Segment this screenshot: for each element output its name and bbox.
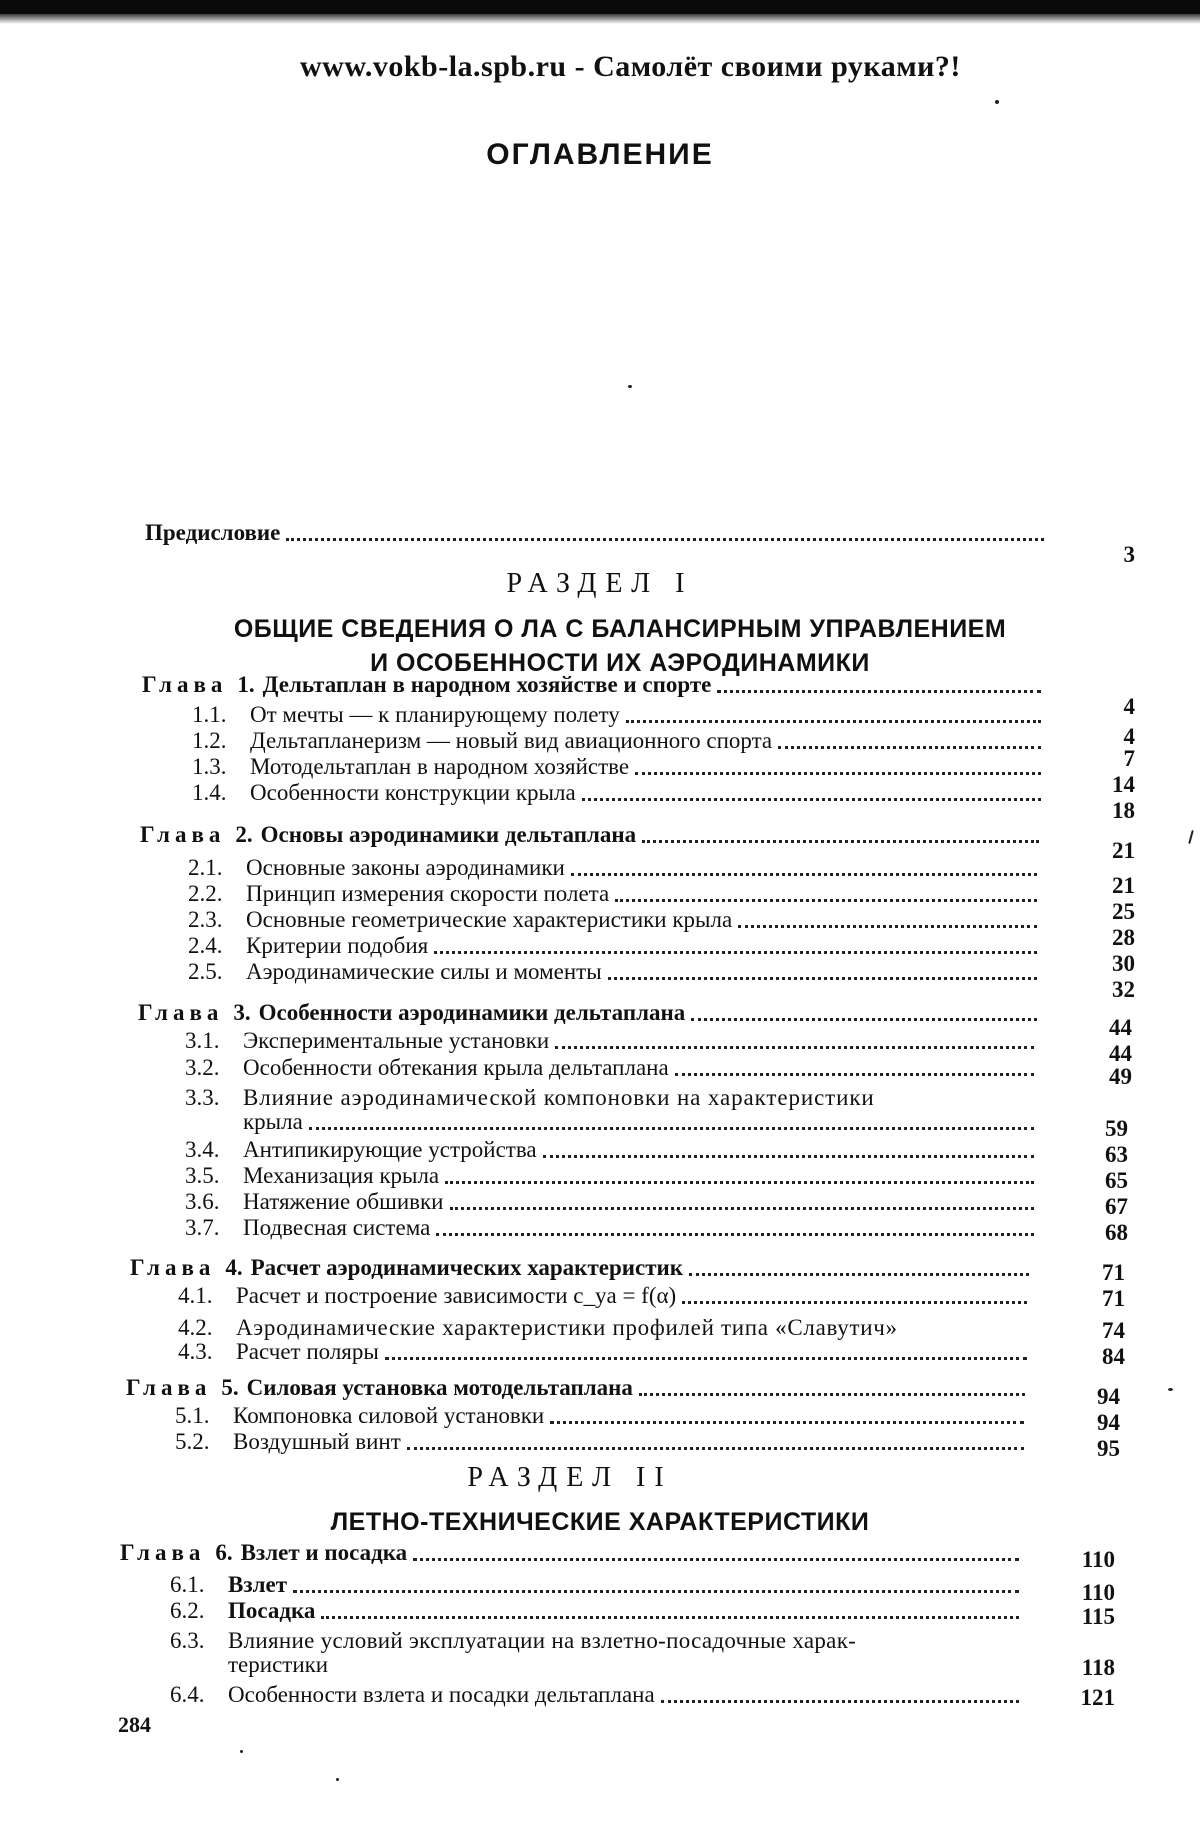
item-3-3-page: 59: [1105, 1116, 1128, 1141]
toc-item-4-1[interactable]: [178, 1283, 1033, 1309]
chapter-title: Расчет аэродинамических характеристик: [250, 1255, 683, 1280]
item-number: 6.4.: [170, 1682, 205, 1707]
item-title: Основные законы аэродинамики: [246, 855, 565, 880]
toc-preface[interactable]: [145, 520, 1050, 546]
item-number: 2.5.: [188, 959, 223, 984]
chapter-label: Глава: [130, 1255, 216, 1280]
leader-dots: [293, 1589, 1019, 1593]
chapter-number: 1.: [237, 672, 255, 697]
item-title: Влияние условий эксплуатации на взлетно-посадочные харак-: [228, 1628, 857, 1653]
leader-dots: [639, 1392, 1025, 1396]
chapter-1-page: 4: [1123, 694, 1135, 719]
toc-item-3-4[interactable]: [185, 1137, 1040, 1163]
item-title: От мечты — к планирующему полету: [250, 702, 620, 727]
leader-dots: [413, 1557, 1019, 1561]
item-3-1-page: 44: [1109, 1041, 1132, 1066]
preface-page: 3: [1123, 542, 1135, 567]
item-3-4-page: 63: [1105, 1142, 1128, 1167]
leader-dots: [608, 976, 1037, 980]
scan-speck: [1168, 1388, 1173, 1391]
item-title: Аэродинамические силы и моменты: [246, 959, 602, 984]
item-5-1-page: 94: [1097, 1410, 1120, 1435]
item-title: Экспериментальные установки: [243, 1028, 550, 1053]
scan-speck: [995, 100, 999, 104]
item-2-3-page: 28: [1112, 925, 1135, 950]
item-title: Антипикирующие устройства: [243, 1137, 537, 1162]
chapter-3-page: 44: [1109, 1015, 1132, 1040]
leader-dots: [689, 1272, 1029, 1276]
item-4-1-page: 71: [1102, 1286, 1125, 1311]
toc-item-3-5[interactable]: [185, 1163, 1040, 1189]
item-number: 2.2.: [188, 881, 223, 906]
item-number: 3.3.: [185, 1085, 220, 1110]
toc-item-4-3[interactable]: [178, 1339, 1033, 1365]
toc-item-6-4[interactable]: [170, 1682, 1025, 1708]
item-title: Аэродинамические характеристики профилей типа «Славутич»: [236, 1315, 898, 1340]
chapter-label: Глава: [138, 1000, 224, 1025]
item-number: 3.4.: [185, 1137, 220, 1162]
item-title: Особенности конструкции крыла: [250, 780, 576, 805]
leader-dots: [571, 872, 1037, 876]
item-title: Взлет: [228, 1572, 287, 1597]
chapter-6-page: 110: [1081, 1547, 1115, 1572]
toc-item-6-1[interactable]: [170, 1572, 1025, 1598]
item-title-continued: крыла: [243, 1109, 303, 1134]
toc-chapter-5[interactable]: [126, 1375, 1031, 1401]
item-number: 1.2.: [192, 728, 227, 753]
item-title: Натяжение обшивки: [243, 1189, 444, 1214]
chapter-number: 4.: [225, 1255, 243, 1280]
chapter-title: Особенности аэродинамики дельтаплана: [258, 1000, 686, 1025]
toc-item-6-3[interactable]: [170, 1628, 1030, 1654]
item-title: Принцип измерения скорости полета: [246, 881, 610, 906]
leader-dots: [691, 1017, 1037, 1021]
toc-item-1-1[interactable]: [192, 702, 1047, 728]
item-title: Основные геометрические характеристики крыла: [246, 907, 733, 932]
item-title: Воздушный винт: [233, 1429, 401, 1454]
item-title-continued: теристики: [228, 1652, 329, 1677]
item-number: 2.4.: [188, 933, 223, 958]
leader-dots: [309, 1126, 1034, 1130]
chapter-label: Глава: [142, 672, 228, 697]
leader-dots: [717, 689, 1041, 693]
item-6-1-page: 110: [1081, 1580, 1115, 1605]
leader-dots: [407, 1446, 1024, 1450]
leader-dots: [543, 1154, 1034, 1158]
item-2-1-page: 21: [1112, 873, 1135, 898]
toc-chapter-4[interactable]: [130, 1255, 1035, 1281]
section-1-title-line2: И ОСОБЕННОСТИ ИХ АЭРОДИНАМИКИ: [370, 649, 870, 677]
item-3-5-page: 65: [1105, 1168, 1128, 1193]
item-number: 3.7.: [185, 1215, 220, 1240]
leader-dots: [321, 1615, 1019, 1619]
toc-item-2-4[interactable]: [188, 933, 1043, 959]
chapter-title: Взлет и посадка: [240, 1540, 408, 1565]
preface-label: Предисловие: [145, 520, 281, 545]
leader-dots: [675, 1072, 1034, 1076]
section-2-label: РАЗДЕЛ II: [467, 1462, 673, 1493]
chapter-label: Глава: [126, 1375, 212, 1400]
item-3-2-page: 49: [1109, 1064, 1132, 1089]
leader-dots: [286, 537, 1044, 541]
chapter-number: 2.: [235, 822, 253, 847]
item-number: 4.3.: [178, 1339, 213, 1364]
toc-item-2-1[interactable]: [188, 855, 1043, 881]
leader-dots: [778, 745, 1041, 749]
item-2-5-page: 32: [1112, 977, 1135, 1002]
toc-item-3-3[interactable]: [185, 1085, 1035, 1111]
item-title: Расчет поляры: [236, 1339, 379, 1364]
chapter-title: Дельтаплан в народном хозяйстве и спорте: [262, 672, 712, 697]
item-2-4-page: 30: [1112, 951, 1135, 976]
item-6-3-page: 118: [1081, 1655, 1115, 1680]
toc-chapter-6[interactable]: [120, 1540, 1025, 1566]
chapter-number: 5.: [221, 1375, 239, 1400]
item-6-4-page: 121: [1080, 1685, 1115, 1710]
toc-item-6-2[interactable]: [170, 1598, 1025, 1624]
section-1-title-line1: ОБЩИЕ СВЕДЕНИЯ О ЛА С БАЛАНСИРНЫМ УПРАВЛЕНИЕМ: [233, 615, 1007, 643]
item-3-7-page: 68: [1105, 1220, 1128, 1245]
item-title: Подвесная система: [243, 1215, 431, 1240]
item-1-1-page: 4: [1123, 724, 1135, 749]
scan-speck: [240, 1750, 243, 1753]
item-number: 5.1.: [175, 1403, 210, 1428]
item-number: 4.1.: [178, 1283, 213, 1308]
item-1-2-page: 7: [1123, 746, 1135, 771]
item-title: Влияние аэродинамической компоновки на характеристики: [243, 1085, 875, 1110]
leader-dots: [661, 1699, 1019, 1703]
chapter-label: Глава: [120, 1540, 206, 1565]
item-number: 1.4.: [192, 780, 227, 805]
leader-dots: [445, 1180, 1034, 1184]
item-number: 3.5.: [185, 1163, 220, 1188]
item-number: 1.1.: [192, 702, 227, 727]
leader-dots: [682, 1300, 1027, 1304]
toc-chapter-3[interactable]: [138, 1000, 1043, 1026]
item-6-2-page: 115: [1081, 1604, 1115, 1629]
toc-item-1-4[interactable]: [192, 780, 1047, 806]
item-2-2-page: 25: [1112, 899, 1135, 924]
item-number: 1.3.: [192, 754, 227, 779]
item-4-2-page: 74: [1102, 1318, 1125, 1343]
toc-item-2-3[interactable]: [188, 907, 1043, 933]
toc-item-1-2[interactable]: [192, 728, 1047, 754]
item-title: Особенности обтекания крыла дельтаплана: [243, 1055, 669, 1080]
item-number: 3.2.: [185, 1055, 220, 1080]
leader-dots: [434, 950, 1037, 954]
leader-dots: [642, 839, 1039, 843]
item-title: Посадка: [228, 1598, 316, 1623]
chapter-2-page: 21: [1112, 838, 1135, 863]
toc-item-5-1[interactable]: [175, 1403, 1030, 1429]
toc-item-3-6[interactable]: [185, 1189, 1040, 1215]
toc-item-6-3-continued[interactable]: [228, 1652, 428, 1678]
item-title: Механизация крыла: [243, 1163, 440, 1188]
leader-dots: [615, 898, 1037, 902]
toc-item-3-7[interactable]: [185, 1215, 1040, 1241]
item-title: Особенности взлета и посадки дельтаплана: [228, 1682, 655, 1707]
leader-dots: [436, 1232, 1034, 1236]
toc-item-2-2[interactable]: [188, 881, 1043, 907]
page-number: 284: [118, 1712, 151, 1737]
leader-dots: [385, 1356, 1027, 1360]
chapter-title: Силовая установка мотодельтаплана: [246, 1375, 633, 1400]
chapter-label: Глава: [140, 822, 226, 847]
leader-dots: [582, 797, 1041, 801]
item-number: 6.1.: [170, 1572, 205, 1597]
chapter-number: 6.: [215, 1540, 233, 1565]
site-header: www.vokb-la.spb.ru - Самолёт своими руками?!: [300, 50, 961, 83]
leader-dots: [635, 771, 1041, 775]
toc-item-3-3-continued[interactable]: [243, 1109, 1040, 1135]
item-number: 2.1.: [188, 855, 223, 880]
page-title: ОГЛАВЛЕНИЕ: [486, 138, 714, 171]
item-title: Критерии подобия: [246, 933, 429, 958]
item-title: Мотодельтаплан в народном хозяйстве: [250, 754, 630, 779]
item-number: 3.1.: [185, 1028, 220, 1053]
leader-dots: [738, 924, 1037, 928]
item-number: 5.2.: [175, 1429, 210, 1454]
toc-item-5-2[interactable]: [175, 1429, 1030, 1455]
item-number: 3.6.: [185, 1189, 220, 1214]
chapter-4-page: 71: [1102, 1260, 1125, 1285]
chapter-title: Основы аэродинамики дельтаплана: [260, 822, 637, 847]
item-3-6-page: 67: [1105, 1194, 1128, 1219]
item-title: Компоновка силовой установки: [233, 1403, 545, 1428]
item-number: 6.2.: [170, 1598, 205, 1623]
leader-dots: [550, 1420, 1024, 1424]
section-1-label: РАЗДЕЛ I: [506, 568, 694, 599]
leader-dots: [555, 1045, 1034, 1049]
leader-dots: [626, 719, 1041, 723]
toc-item-1-3[interactable]: [192, 754, 1047, 780]
item-title: Расчет и построение зависимости c_ya = f(α): [236, 1283, 677, 1308]
toc-chapter-1[interactable]: [142, 672, 1047, 698]
toc-item-3-2[interactable]: [185, 1055, 1040, 1081]
item-4-3-page: 84: [1102, 1344, 1125, 1369]
leader-dots: [450, 1206, 1035, 1210]
item-number: 2.3.: [188, 907, 223, 932]
item-number: 4.2.: [178, 1315, 213, 1340]
toc-chapter-2[interactable]: [140, 822, 1045, 848]
chapter-5-page: 94: [1097, 1384, 1120, 1409]
toc-item-4-2[interactable]: [178, 1315, 1038, 1341]
item-1-3-page: 14: [1112, 772, 1135, 797]
toc-item-3-1[interactable]: [185, 1028, 1040, 1054]
item-number: 6.3.: [170, 1628, 205, 1653]
scan-speck: [336, 1778, 339, 1781]
section-2-title: ЛЕТНО-ТЕХНИЧЕСКИЕ ХАРАКТЕРИСТИКИ: [330, 1508, 870, 1536]
toc-item-2-5[interactable]: [188, 959, 1043, 985]
scan-speck: [628, 385, 632, 388]
item-title: Дельтапланеризм — новый вид авиационного спорта: [250, 728, 773, 753]
chapter-number: 3.: [233, 1000, 251, 1025]
item-5-2-page: 95: [1097, 1436, 1120, 1461]
item-1-4-page: 18: [1112, 798, 1135, 823]
